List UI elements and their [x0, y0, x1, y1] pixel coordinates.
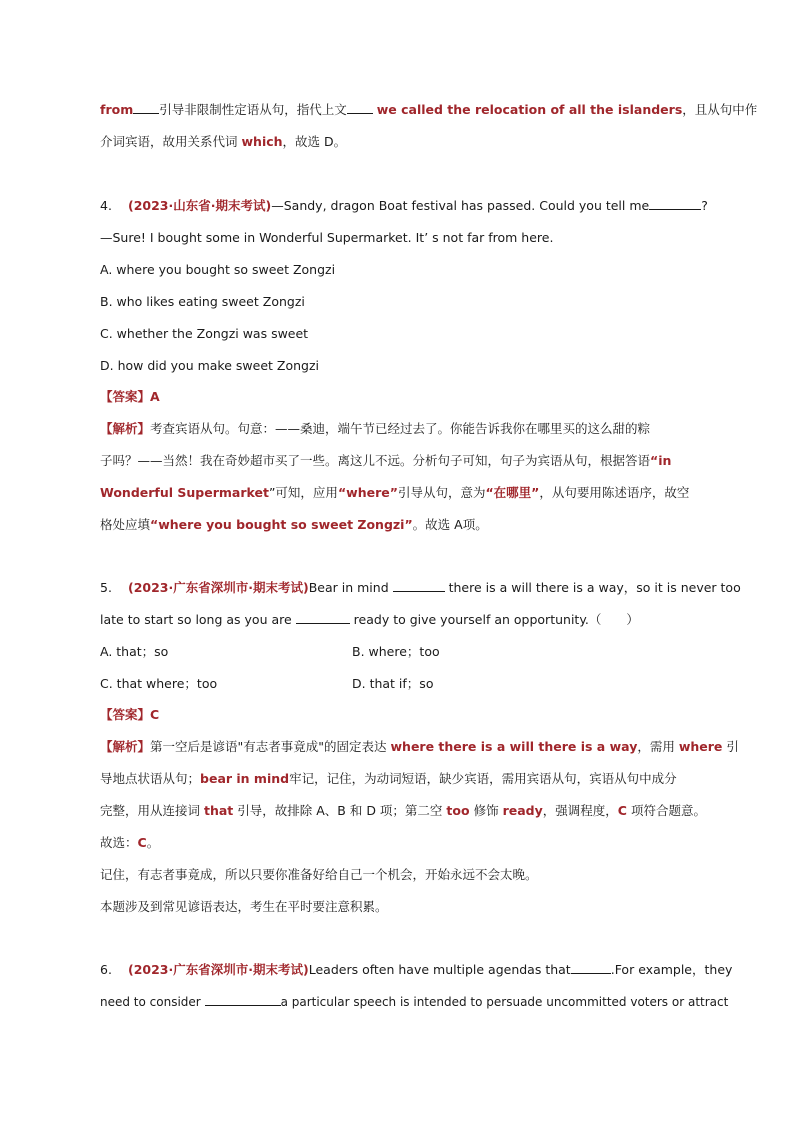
- q5-answer: [100, 705, 722, 725]
- q3-which: which: [241, 134, 283, 149]
- q4-analysis-line-3: [100, 483, 722, 503]
- q5-analysis-line-2: [100, 769, 722, 789]
- q3-text-end: ，且从句中作: [682, 102, 758, 117]
- q5-analysis-line-3: [100, 801, 722, 821]
- q5-stem-line-1: [100, 578, 741, 598]
- analysis-label: 【解析】: [100, 739, 151, 754]
- q4-analysis-line-1: [100, 419, 722, 439]
- q4-analysis-quote: “在哪里”: [485, 485, 540, 500]
- q4-analysis-quote: “where you bought so sweet Zongzi”: [150, 517, 413, 532]
- q3-choose: ，故选 D。: [282, 134, 347, 149]
- q3-text: 引导非限制性定语从句，指代上文: [159, 102, 347, 117]
- q4-analysis-quote: “in: [650, 453, 672, 468]
- q5-analysis-quote: ready: [502, 803, 543, 818]
- q4-option-d: D. how did you make sweet Zongzi: [100, 358, 319, 373]
- q5-analysis-line-1: [100, 737, 739, 757]
- q5-analysis-quote: C: [617, 803, 627, 818]
- q3-text-2: 介词宾语，故用关系代词: [100, 134, 238, 149]
- q4-analysis-line-4: [100, 515, 722, 535]
- q5-analysis-quote: bear in mind: [200, 771, 290, 786]
- q4-stem-line-2: —Sure! I bought some in Wonderful Supermarket. It’ s not far from here.: [100, 230, 554, 245]
- q5-analysis-quote: where there is a will there is a way: [390, 739, 638, 754]
- q5-option-d: D. that if；so: [352, 676, 434, 691]
- q4-analysis-text: 考查宾语从句。句意：——桑迪，端午节已经过去了。你能告诉我你在哪里买的这么甜的粽: [150, 421, 651, 436]
- q4-analysis-text: ”可知，应用: [268, 485, 338, 500]
- q5-analysis-quote: that: [204, 803, 234, 818]
- q5-analysis-quote: where: [678, 739, 723, 754]
- q5-analysis-text: 项符合题意。: [630, 803, 706, 818]
- q3-quote: we called the relocation of all the islanders: [376, 102, 683, 117]
- q6-blank-2: [205, 993, 281, 1006]
- q5-analysis-quote: C: [137, 835, 147, 850]
- q5-options-row-2: [100, 674, 722, 694]
- q5-stem-line-2: [100, 610, 722, 630]
- q5-stem: late to start so long as you are: [100, 612, 292, 627]
- q6-stem: need to consider: [100, 995, 201, 1009]
- q5-analysis-text: 修饰: [473, 803, 499, 818]
- q5-analysis-text: 引导，故排除 A、B 和 D 项；第二空: [237, 803, 443, 818]
- question-source: (2023·广东省深圳市·期末考试): [128, 962, 309, 977]
- q4-analysis-text: 格处应填: [100, 517, 151, 532]
- q6-stem: a particular speech is intended to persuade uncommitted voters or attract: [280, 995, 729, 1009]
- q5-analysis-line-4: [100, 833, 722, 853]
- q5-stem: there is a will there is a way，so it is never too: [448, 580, 741, 595]
- q5-option-a: A. that；so: [100, 644, 169, 659]
- q5-analysis-quote: too: [446, 803, 470, 818]
- q4-option-b: B. who likes eating sweet Zongzi: [100, 294, 305, 309]
- q4-option-a: A. where you bought so sweet Zongzi: [100, 262, 336, 277]
- q4-stem: —Sandy, dragon Boat festival has passed. Could you tell me: [271, 198, 650, 213]
- q4-analysis-line-2: [100, 451, 722, 471]
- q6-blank-1: [571, 961, 611, 974]
- q5-analysis-text: 第一空后是谚语"有志者事竟成"的固定表达: [150, 739, 387, 754]
- q4-option-c: C. whether the Zongzi was sweet: [100, 326, 309, 341]
- analysis-label: 【解析】: [100, 421, 151, 436]
- q5-blank-1: [393, 579, 445, 592]
- q5-note-1: 记住，有志者事竟成，所以只要你准备好给自己一个机会，开始永远不会太晚。: [100, 867, 538, 882]
- q4-qmark: ?: [701, 198, 708, 213]
- q3-blank-2: [347, 101, 373, 114]
- q5-analysis-text: 。: [146, 835, 160, 850]
- q5-stem: ready to give yourself an opportunity.（ ）: [353, 612, 639, 627]
- q4-answer: [100, 387, 722, 407]
- q5-note-2: 本题涉及到常见谚语表达，考生在平时要注意积累。: [100, 899, 388, 914]
- q5-stem: Bear in mind: [308, 580, 389, 595]
- q5-analysis-text: 完整，用从连接词: [100, 803, 201, 818]
- q5-analysis-text: 导地点状语从句；: [100, 771, 201, 786]
- q5-analysis-text: 牢记，记住，为动词短语，缺少宾语，需用宾语从句，宾语从句中成分: [289, 771, 677, 786]
- q6-stem: .For example，they: [610, 962, 733, 977]
- q5-analysis-text: 引: [726, 739, 739, 754]
- q6-stem: Leaders often have multiple agendas that: [308, 962, 571, 977]
- question-number: 5.: [100, 580, 112, 595]
- q3-analysis-line-2: [100, 132, 722, 152]
- q4-analysis-text: ，从句要用陈述语序，故空: [539, 485, 690, 500]
- q5-options-row-1: [100, 642, 722, 662]
- q5-analysis-text: ，需用: [637, 739, 675, 754]
- q4-analysis-text: 引导从句，意为: [397, 485, 486, 500]
- q6-stem-line-2: [100, 992, 729, 1012]
- question-source: (2023·广东省深圳市·期末考试): [128, 580, 309, 595]
- question-number: 4.: [100, 198, 112, 213]
- question-number: 6.: [100, 962, 112, 977]
- q5-blank-2: [296, 611, 350, 624]
- q5-option-b: B. where；too: [352, 644, 440, 659]
- answer-label: 【答案】: [100, 707, 151, 722]
- q3-analysis-line-1: [100, 100, 758, 120]
- q5-option-c: C. that where；too: [100, 676, 218, 691]
- answer-label: 【答案】: [100, 389, 151, 404]
- answer-value: A: [150, 389, 160, 404]
- q6-stem-line-1: [100, 960, 733, 980]
- question-source: (2023·山东省·期末考试): [128, 198, 272, 213]
- q4-analysis-text: 。故选 A项。: [412, 517, 488, 532]
- q3-blank-1: [133, 101, 159, 114]
- q4-stem-line-1: [100, 196, 722, 216]
- q4-analysis-text: 子吗？——当然！我在奇妙超市买了一些。离这儿不远。分析句子可知，句子为宾语从句，根据答语: [100, 453, 651, 468]
- q4-blank: [649, 197, 701, 210]
- q3-from-word: from: [100, 102, 134, 117]
- q4-analysis-quote: “where”: [337, 485, 398, 500]
- q5-analysis-text: 故选：: [100, 835, 138, 850]
- q4-analysis-quote: Wonderful Supermarket: [100, 485, 269, 500]
- answer-value: C: [150, 707, 160, 722]
- q5-analysis-text: ，强调程度，: [542, 803, 618, 818]
